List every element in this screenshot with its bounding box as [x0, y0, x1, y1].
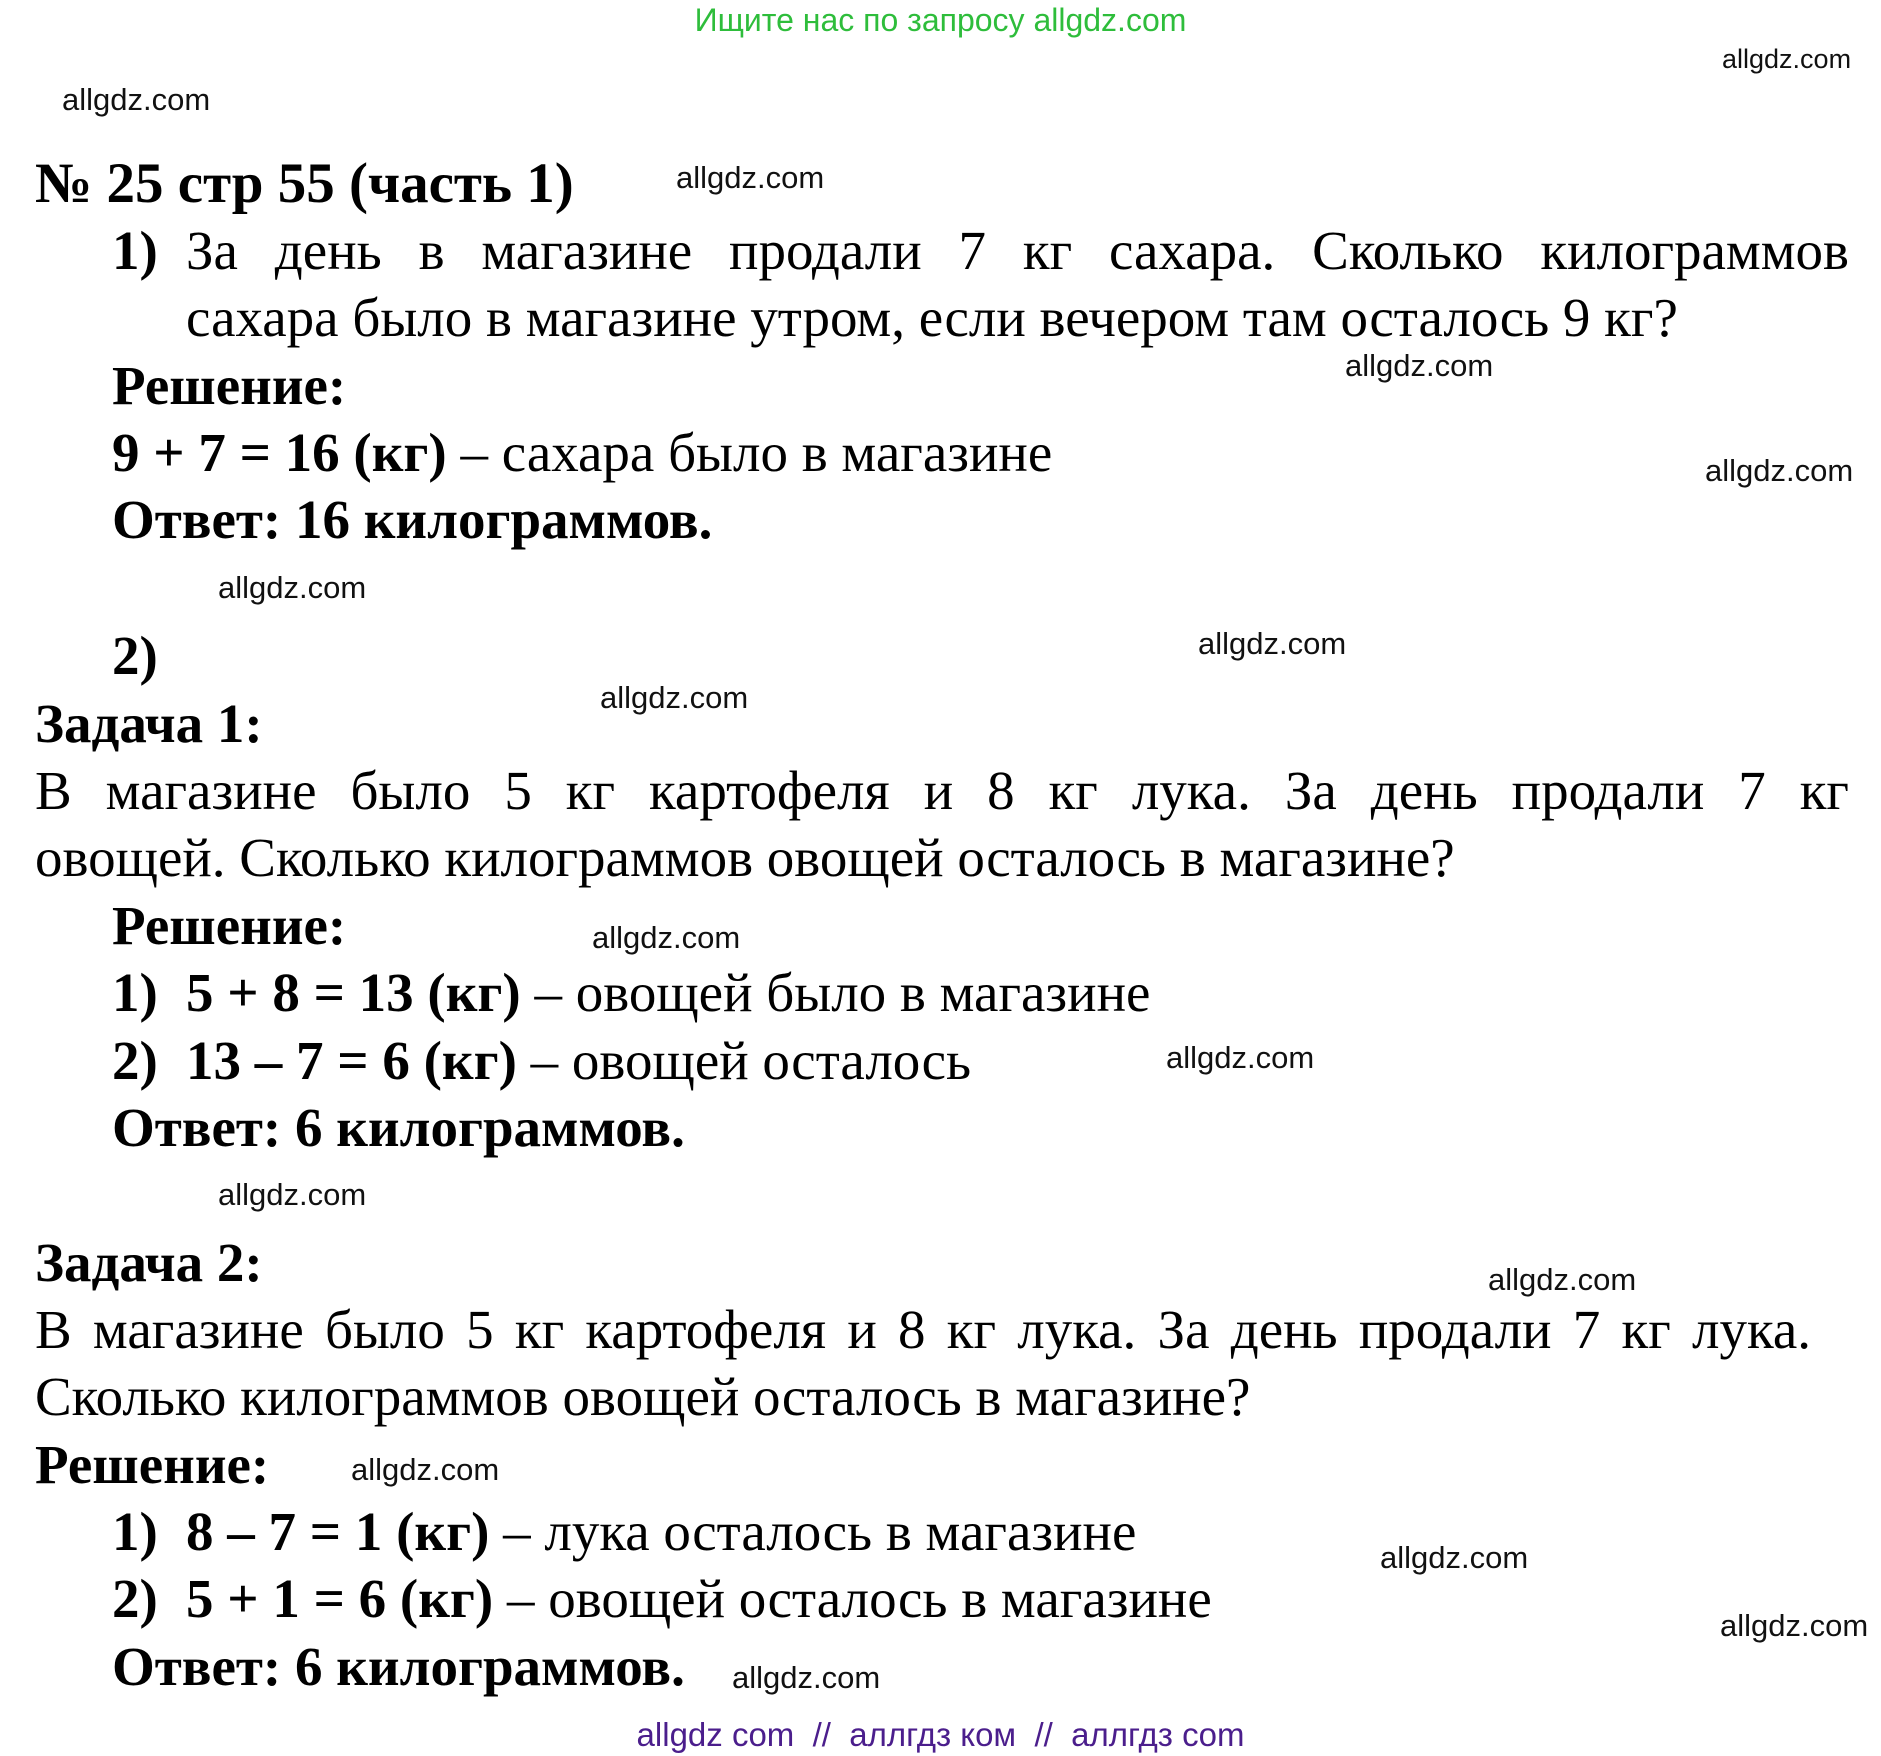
exercise-title: № 25 стр 55 (часть 1) — [35, 152, 574, 215]
task1-problem-line2: овощей. Сколько килограммов овощей осталось в магазине? — [35, 827, 1455, 888]
step-expr: 8 – 7 = 1 (кг) — [186, 1501, 490, 1562]
task1-solution-label: Решение: — [112, 895, 347, 956]
task1-title: Задача 1: — [35, 693, 263, 754]
step-text: – овощей было в магазине — [520, 962, 1151, 1023]
step-expr: 5 + 8 = 13 (кг) — [186, 962, 521, 1023]
step-expr: 13 – 7 = 6 (кг) — [186, 1030, 517, 1091]
part1-number: 1) — [112, 220, 158, 281]
task2-problem-line2: Сколько килограммов овощей осталось в магазине? — [35, 1366, 1251, 1427]
part1-problem-line1: За день в магазине продали 7 кг сахара. Сколько килограммов — [186, 220, 1849, 281]
watermark: allgdz.com — [1166, 1040, 1315, 1075]
task1-answer: Ответ: 6 килограммов. — [112, 1097, 685, 1158]
watermark: allgdz.com — [1345, 348, 1494, 383]
task2-title: Задача 2: — [35, 1232, 263, 1293]
part1-problem — [112, 217, 1849, 351]
step-text: – лука осталось в магазине — [489, 1501, 1137, 1562]
watermark: allgdz.com — [1705, 453, 1854, 488]
search-banner: Ищите нас по запросу allgdz.com — [694, 2, 1187, 38]
watermark: allgdz.com — [1720, 1608, 1869, 1643]
watermark: allgdz.com — [1380, 1540, 1529, 1575]
task1-step-1 — [112, 959, 1150, 1026]
task2-step-2 — [112, 1565, 1212, 1632]
watermark: allgdz.com — [351, 1452, 500, 1487]
part2-number: 2) — [112, 625, 158, 686]
watermark: allgdz.com — [1722, 44, 1852, 74]
step-number: 1) — [112, 1501, 158, 1562]
step-number: 2) — [112, 1030, 158, 1091]
watermark: allgdz.com — [600, 680, 749, 715]
watermark: allgdz.com — [732, 1660, 881, 1695]
step-text: – овощей осталось — [516, 1030, 972, 1091]
part1-problem-line2: сахара было в магазине утром, если вечером там осталось 9 кг? — [186, 287, 1678, 348]
step-number: 2) — [112, 1568, 158, 1629]
part1-step — [112, 419, 1052, 486]
watermark: allgdz.com — [218, 1177, 367, 1212]
task2-solution-label: Решение: — [35, 1434, 270, 1495]
step-expr: 5 + 1 = 6 (кг) — [186, 1568, 494, 1629]
watermark: allgdz.com — [1488, 1262, 1637, 1297]
task1-problem-line1: В магазине было 5 кг картофеля и 8 кг лука. За день продали 7 кг — [35, 760, 1849, 821]
task2-answer: Ответ: 6 килограммов. — [112, 1636, 685, 1697]
watermark: allgdz.com — [676, 160, 825, 195]
part1-step-expr: 9 + 7 = 16 (кг) — [112, 422, 447, 483]
watermark: allgdz.com — [62, 82, 211, 117]
task2-problem-line1: В магазине было 5 кг картофеля и 8 кг лука. За день продали 7 кг лука. — [35, 1299, 1811, 1360]
watermark: allgdz.com — [1198, 626, 1347, 661]
part1-step-text: – сахара было в магазине — [446, 422, 1053, 483]
step-number: 1) — [112, 962, 158, 1023]
footer-links: allgdz com // аллгдз ком // аллгдз com — [636, 1716, 1245, 1753]
part1-solution-label: Решение: — [112, 355, 347, 416]
task1-problem — [35, 757, 1849, 891]
watermark: allgdz.com — [218, 570, 367, 605]
task1-step-2 — [112, 1027, 971, 1094]
task2-problem — [35, 1296, 1811, 1430]
step-text: – овощей осталось в магазине — [493, 1568, 1212, 1629]
watermark: allgdz.com — [592, 920, 741, 955]
part1-answer: Ответ: 16 килограммов. — [112, 489, 713, 550]
task2-step-1 — [112, 1498, 1136, 1565]
